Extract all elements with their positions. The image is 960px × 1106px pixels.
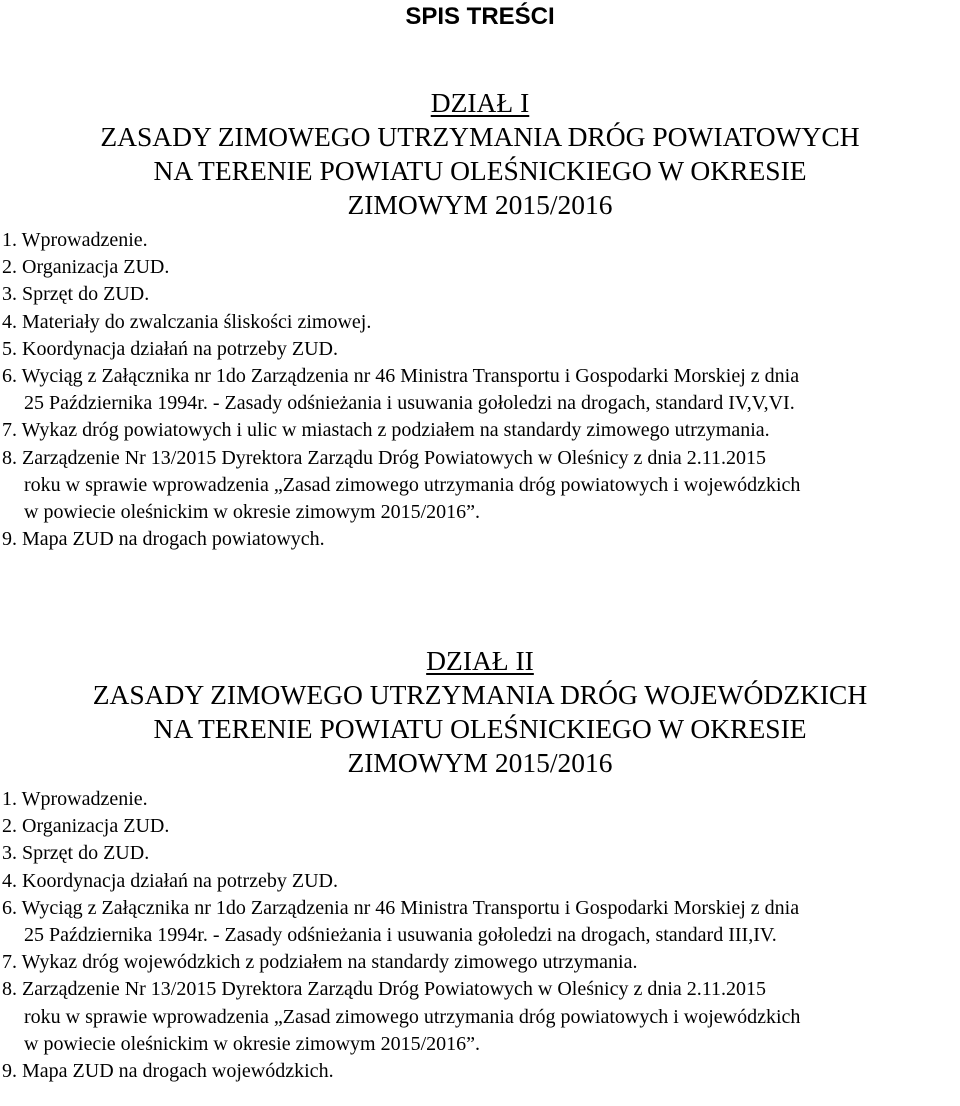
toc-item-text: 2. Organizacja ZUD. xyxy=(2,256,170,279)
section-title-line: NA TERENIE POWIATU OLEŚNICKIEGO W OKRESIE xyxy=(153,155,807,186)
toc-item-text: 6. Wyciąg z Załącznika nr 1do Zarządzenia nr 46 Ministra Transportu i Gospodarki Morskiej z dnia xyxy=(2,365,800,388)
toc-item xyxy=(0,895,960,949)
toc-item-text: 9. Mapa ZUD na drogach wojewódzkich. xyxy=(2,1060,334,1083)
toc-item-text: 2. Organizacja ZUD. xyxy=(2,815,170,838)
toc-item xyxy=(0,336,960,363)
toc-item xyxy=(0,254,960,281)
page-title: SPIS TREŚCI xyxy=(405,3,555,30)
section-title-line: ZASADY ZIMOWEGO UTRZYMANIA DRÓG POWIATOWYCH xyxy=(100,121,860,152)
toc-item xyxy=(0,526,960,553)
toc-item xyxy=(0,840,960,867)
toc-list-dzial-2 xyxy=(0,786,960,1085)
toc-item xyxy=(0,786,960,813)
toc-item-text: 4. Materiały do zwalczania śliskości zimowej. xyxy=(2,310,372,333)
toc-item-text: 8. Zarządzenie Nr 13/2015 Dyrektora Zarządu Dróg Powiatowych w Oleśnicy z dnia 2.11.2015 xyxy=(2,978,767,1001)
section-label: DZIAŁ I xyxy=(430,87,530,118)
section-title-line: NA TERENIE POWIATU OLEŚNICKIEGO W OKRESIE xyxy=(153,713,807,744)
toc-item-text: 9. Mapa ZUD na drogach powiatowych. xyxy=(2,528,325,551)
toc-item xyxy=(0,976,960,1058)
toc-item-text: 6. Wyciąg z Załącznika nr 1do Zarządzenia nr 46 Ministra Transportu i Gospodarki Morskiej z dnia xyxy=(2,896,800,919)
toc-item xyxy=(0,363,960,417)
toc-item-text: 1. Wprowadzenie. xyxy=(2,229,148,251)
toc-item-text: 3. Sprzęt do ZUD. xyxy=(2,842,150,865)
toc-item xyxy=(0,868,960,895)
toc-item xyxy=(0,309,960,336)
toc-item-text: 5. Koordynacja działań na potrzeby ZUD. xyxy=(2,337,338,360)
section-heading-dzial-2 xyxy=(0,644,960,780)
toc-item-continuation: 25 Października 1994r. - Zasady odśnieżania i usuwania gołoledzi na drogach, standard III,IV. xyxy=(24,924,777,947)
toc-item-continuation: roku w sprawie wprowadzenia „Zasad zimowego utrzymania dróg powiatowych i wojewódzkich xyxy=(24,1005,801,1028)
section-title-line: ZASADY ZIMOWEGO UTRZYMANIA DRÓG WOJEWÓDZKICH xyxy=(92,679,868,710)
section-label: DZIAŁ II xyxy=(426,645,534,676)
toc-item-continuation: roku w sprawie wprowadzenia „Zasad zimowego utrzymania dróg powiatowych i wojewódzkich xyxy=(24,473,801,496)
toc-item xyxy=(0,417,960,444)
toc-item xyxy=(0,813,960,840)
toc-item xyxy=(0,1058,960,1085)
toc-item-text: 3. Sprzęt do ZUD. xyxy=(2,283,150,306)
toc-item-text: 8. Zarządzenie Nr 13/2015 Dyrektora Zarządu Dróg Powiatowych w Oleśnicy z dnia 2.11.2015 xyxy=(2,446,767,469)
toc-item-continuation: 25 Października 1994r. - Zasady odśnieżania i usuwania gołoledzi na drogach, standard IV,V,VI. xyxy=(24,392,795,415)
section-title-line: ZIMOWYM 2015/2016 xyxy=(347,189,613,220)
toc-item xyxy=(0,281,960,308)
toc-item-text: 7. Wykaz dróg powiatowych i ulic w miastach z podziałem na standardy zimowego utrzymania. xyxy=(2,419,770,442)
toc-item-continuation: w powiecie oleśnickim w okresie zimowym 2015/2016”. xyxy=(24,501,481,524)
toc-item xyxy=(0,445,960,527)
toc-item xyxy=(0,227,960,254)
section-title-line: ZIMOWYM 2015/2016 xyxy=(347,747,613,778)
toc-item-text: 1. Wprowadzenie. xyxy=(2,788,148,810)
toc-list-dzial-1 xyxy=(0,227,960,553)
toc-item xyxy=(0,949,960,976)
toc-item-text: 7. Wykaz dróg wojewódzkich z podziałem na standardy zimowego utrzymania. xyxy=(2,951,638,974)
toc-item-continuation: w powiecie oleśnickim w okresie zimowym 2015/2016”. xyxy=(24,1032,481,1055)
toc-item-text: 4. Koordynacja działań na potrzeby ZUD. xyxy=(2,869,338,892)
section-heading-dzial-1 xyxy=(0,86,960,222)
